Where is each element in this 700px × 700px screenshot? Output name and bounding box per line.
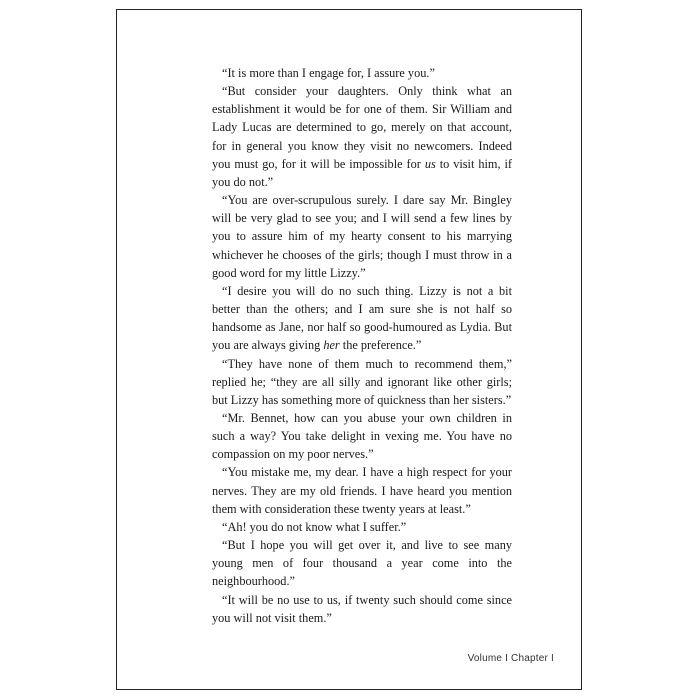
paragraph: [212, 591, 512, 627]
text-run: “You are over-scrupulous surely. I dare say Mr. Bingley will be very glad to see you; and I will send a few lines by you to assure him of my hearty consent to his marrying whichever he chooses of the girls; though I must throw in a good word for my little Lizzy.”: [212, 193, 512, 280]
text-run: “Mr. Bennet, how can you abuse your own children in such a way? You take delight in vexing me. You have no compassion on my poor nerves.”: [212, 410, 512, 462]
text-run: to visit him, if you do not.”: [212, 156, 513, 189]
paragraph: [212, 409, 512, 463]
text-run: “They have none of them much to recommend them,” replied he; “they are all silly and ignorant like other girls; but Lizzy has something more of quickness than her sisters.”: [212, 356, 512, 407]
text-run: “It will be no use to us, if twenty such should come since you will not visit them.”: [212, 592, 512, 625]
paragraph: [212, 536, 512, 590]
text-run: “Ah! you do not know what I suffer.”: [222, 519, 407, 534]
body-text: [212, 64, 512, 627]
paragraph: [212, 518, 512, 536]
paragraph: [212, 64, 512, 82]
text-run: “You mistake me, my dear. I have a high respect for your nerves. They are my old friends. I have heard you mention them with consideration these twenty years at least.”: [212, 465, 512, 516]
paragraph: [212, 463, 512, 517]
running-footer: Volume I Chapter I: [467, 653, 554, 664]
book-page: [116, 9, 582, 690]
paragraph: [212, 282, 512, 355]
text-run: “I desire you will do no such thing. Lizzy is not a bit better than the others; and I am sure she is not half so handsome as Jane, nor half so good-humoured as Lydia. But you are always giving: [212, 283, 512, 353]
italic-text: us: [424, 156, 436, 171]
text-run: “It is more than I engage for, I assure you.”: [222, 66, 435, 80]
text-run: “But I hope you will get over it, and live to see many young men of four thousand a year come into the neighbourhood.”: [212, 538, 512, 589]
text-run: “But consider your daughters. Only think what an establishment it would be for one of them. Sir William and Lady Lucas are determined to go, merely on that account, for in general you know they visit no newcomers. Indeed you must go, for it will be impossible for: [212, 84, 512, 171]
text-run: the preference.”: [339, 338, 422, 353]
italic-text: her: [323, 338, 340, 353]
paragraph: [212, 82, 512, 191]
paragraph: [212, 191, 512, 282]
paragraph: [212, 355, 512, 409]
